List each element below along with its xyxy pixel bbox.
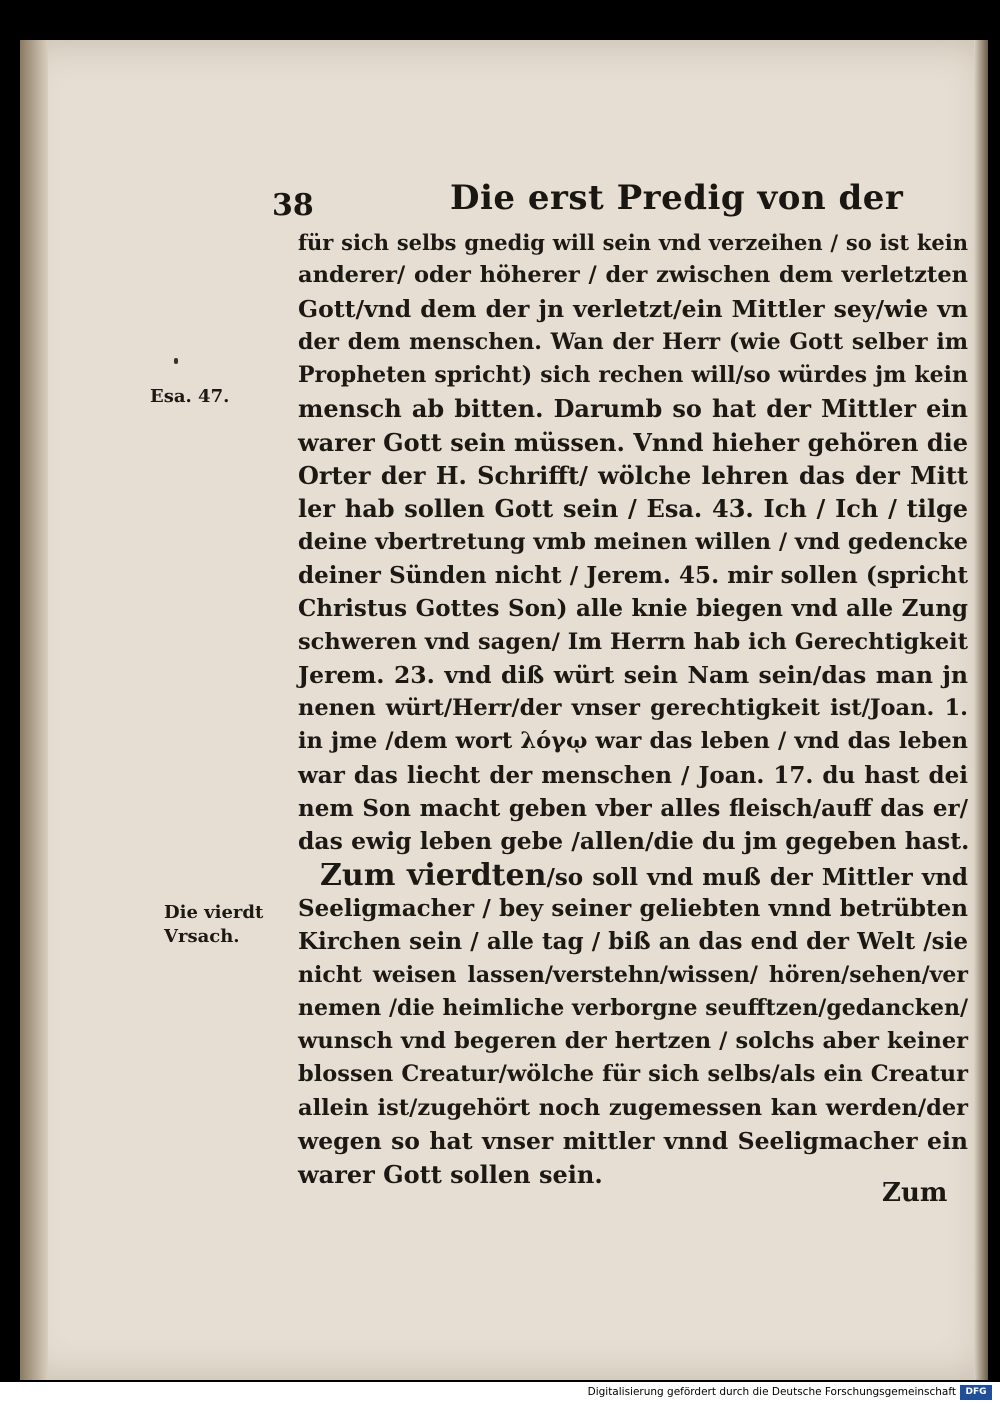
text-line: warer Gott sein müssen. Vnnd hieher gehören die: [298, 427, 968, 457]
text-line: für sich selbs gnedig will sein vnd verzeihen / so ist kein: [298, 230, 968, 255]
margin-note-reason-1: Die vierdt: [164, 902, 264, 923]
text-line: schweren vnd sagen/ Im Herrn hab ich Gerechtigkeit: [298, 628, 968, 655]
footer-bar: [0, 1382, 1000, 1404]
margin-mark: [174, 358, 178, 364]
page-gutter-shadow: [20, 40, 48, 1380]
margin-note-reason-2: Vrsach.: [164, 926, 240, 947]
text-line: Kirchen sein / alle tag / biß an das end der Welt /sie: [298, 928, 968, 956]
text-line: Christus Gottes Son) alle knie biegen vnd alle Zung: [298, 595, 968, 623]
catchword: Zum: [882, 1178, 948, 1208]
text-line: nenen würt/Herr/der vnser gerechtigkeit ist/Joan. 1.: [298, 695, 968, 722]
text-line: nicht weisen lassen/verstehn/wissen/ hören/sehen/ver: [298, 961, 968, 988]
footer-credit: Digitalisierung gefördert durch die Deutsche Forschungsgemeinschaft: [587, 1386, 956, 1398]
text-line: war das liecht der menschen / Joan. 17. du hast dei: [298, 761, 968, 789]
text-line: Gott/vnd dem der jn verletzt/ein Mittler sey/wie vn: [298, 294, 968, 323]
margin-note-esa: Esa. 47.: [150, 386, 230, 407]
section-start-word: Zum vierdten: [320, 857, 547, 893]
dfg-logo-icon: DFG: [960, 1385, 992, 1400]
text-line: das ewig leben gebe /allen/die du jm gegeben hast.: [298, 827, 970, 856]
text-line: Propheten spricht) sich rechen will/so würdes jm kein: [298, 362, 968, 389]
text-line: allein ist/zugehört noch zugemessen kan werden/der: [298, 1094, 968, 1121]
text-line: mensch ab bitten. Darumb so hat der Mittler ein: [298, 394, 968, 424]
text-line: nem Son macht geben vber alles fleisch/auff das er/: [298, 795, 968, 823]
text-line: nemen /die heimliche verborgne seufftzen/gedancken/: [298, 994, 968, 1021]
text-line: deine vbertretung vmb meinen willen / vnd gedencke: [298, 528, 968, 555]
text-line: ler hab sollen Gott sein / Esa. 43. Ich / Ich / tilge: [298, 494, 968, 524]
page-edge-shadow: [974, 40, 988, 1380]
text-line: anderer/ oder höherer / der zwischen dem verletzten: [298, 262, 968, 289]
text-line: Zum vierdten/so soll vnd muß der Mittler vnd: [320, 857, 969, 893]
text-line: Seeligmacher / bey seiner geliebten vnnd betrübten: [298, 894, 968, 922]
book-page: [20, 40, 988, 1380]
running-head: Die erst Predig von der: [450, 178, 904, 218]
text-line: der dem menschen. Wan der Herr (wie Gott selber im: [298, 328, 968, 355]
text-line: warer Gott sollen sein.: [298, 1160, 603, 1190]
page-header: [20, 178, 988, 228]
text-line: wunsch vnd begeren der hertzen / solchs aber keiner: [298, 1028, 968, 1055]
page-number: 38: [272, 188, 314, 223]
text-line: deiner Sünden nicht / Jerem. 45. mir sollen (spricht: [298, 561, 968, 589]
text-line: in jme /dem wort λόγῳ war das leben / vnd das leben: [298, 728, 968, 755]
text-line: Jerem. 23. vnd diß würt sein Nam sein/das man jn: [298, 660, 968, 689]
text-line: wegen so hat vnser mittler vnnd Seeligmacher ein: [298, 1127, 968, 1156]
text-line: blossen Creatur/wölche für sich selbs/als ein Creatur: [298, 1061, 968, 1088]
text-line: Orter der H. Schrifft/ wölche lehren das der Mitt: [298, 461, 968, 491]
body-text: [298, 226, 968, 1192]
